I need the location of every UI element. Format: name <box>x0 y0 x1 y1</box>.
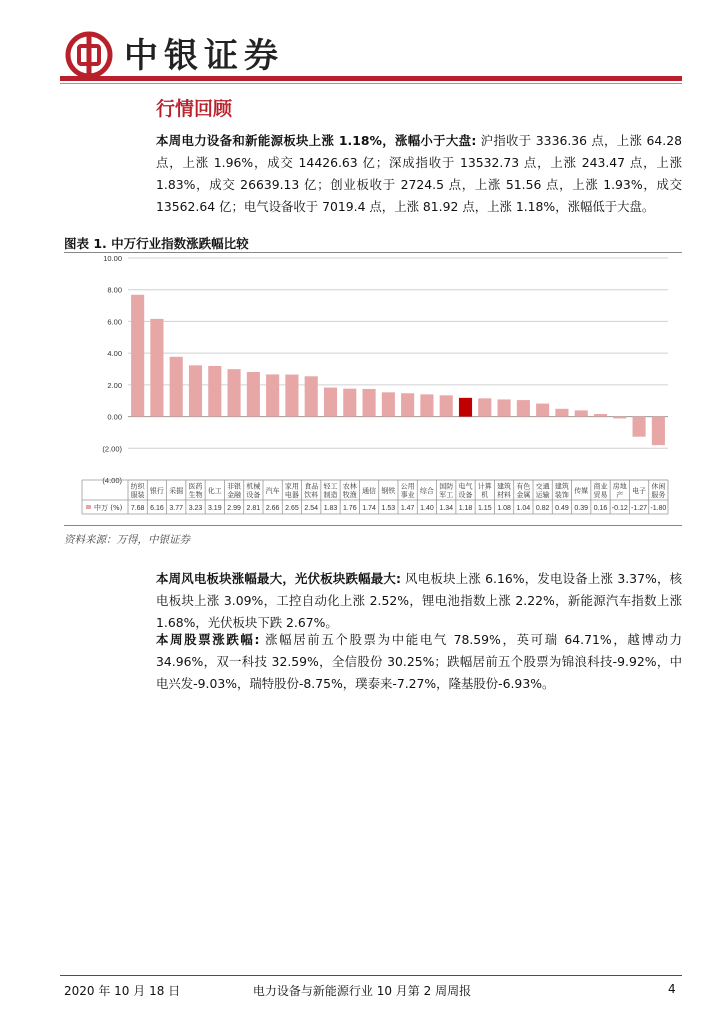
x-category-label: 休闲服务 <box>651 482 666 499</box>
figure-bottom-rule <box>64 525 682 526</box>
bar <box>517 400 530 416</box>
x-category-label: 商业贸易 <box>593 482 608 499</box>
data-value-label: 1.15 <box>477 505 492 512</box>
x-category-label: 家用电器 <box>284 482 299 499</box>
data-value-label: 0.39 <box>574 505 589 512</box>
x-category-label: 交通运输 <box>535 482 550 499</box>
y-tick-label: (4.00) <box>102 476 122 485</box>
market-review-paragraph <box>156 130 682 218</box>
bar <box>305 376 318 416</box>
header-rule-thin <box>60 83 682 84</box>
bar <box>498 399 511 416</box>
data-value-label: -1.80 <box>650 505 667 512</box>
y-tick-label: 6.00 <box>107 317 122 327</box>
y-tick-label: 10.00 <box>103 254 122 263</box>
data-value-label: 6.16 <box>150 505 164 512</box>
bar <box>594 414 607 417</box>
section-title: 行情回顾 <box>156 98 233 120</box>
legend-label: 中万 (%) <box>94 504 123 512</box>
x-category-label: 综合 <box>419 487 434 495</box>
x-category-label: 公用事业 <box>400 482 415 499</box>
data-value-label: 1.53 <box>381 505 396 512</box>
bar <box>555 409 568 417</box>
figure-source: 资料来源：万得，中银证券 <box>64 534 190 546</box>
data-value-label: 1.18 <box>458 505 473 512</box>
bar <box>189 365 202 416</box>
bar <box>536 404 549 417</box>
bar <box>363 389 376 417</box>
paragraph-body: 风电板块上涨 6.16%，发电设备上涨 3.37%，核电板块上涨 3.09%，工控自动化上涨 2.52%，锂电池指数上涨 2.22%，新能源汽车指数上涨 1.68%，光伏板块下跌 2.67%。 <box>156 571 682 630</box>
x-category-label: 计算机 <box>477 482 492 499</box>
data-value-label: 0.16 <box>593 505 608 512</box>
data-value-label: 0.49 <box>555 505 569 512</box>
header-rule <box>60 76 682 81</box>
data-value-label: 0.82 <box>535 505 550 512</box>
x-category-label: 钢铁 <box>381 487 396 495</box>
footer-report-title: 电力设备与新能源行业 10 月第 2 周周报 <box>252 984 472 998</box>
bar <box>150 319 163 417</box>
figure-title: 图表 1. 中万行业指数涨跌幅比较 <box>64 236 249 251</box>
bar <box>324 388 337 417</box>
data-value-label: 3.23 <box>188 505 203 512</box>
legend-swatch <box>86 505 91 509</box>
footer-rule <box>60 975 682 976</box>
x-category-label: 采掘 <box>169 487 184 495</box>
x-category-label: 通信 <box>362 487 377 495</box>
bar <box>613 417 626 419</box>
bar <box>420 394 433 416</box>
x-category-label: 农林牧渔 <box>342 482 357 499</box>
data-value-label: 1.08 <box>497 505 511 512</box>
data-value-label: 1.83 <box>323 505 338 512</box>
sector-performance-paragraph <box>156 568 682 634</box>
bar <box>459 398 472 417</box>
data-value-label: 2.81 <box>246 505 261 512</box>
bar <box>575 410 588 416</box>
x-category-label: 机械设备 <box>246 482 261 499</box>
x-category-label: 医药生物 <box>188 482 203 499</box>
x-category-label: 建筑装饰 <box>554 482 569 499</box>
bar <box>131 295 144 417</box>
x-category-label: 汽车 <box>265 487 280 495</box>
paragraph-lead: 本周股票涨跌幅: <box>156 632 260 647</box>
y-tick-label: 0.00 <box>107 412 122 422</box>
x-category-label: 房地产 <box>612 482 627 499</box>
x-category-label: 非银金融 <box>227 482 242 499</box>
x-category-label: 化工 <box>207 487 222 495</box>
bar <box>382 392 395 416</box>
y-tick-label: 8.00 <box>107 285 122 295</box>
bar <box>266 374 279 416</box>
bar <box>208 366 221 417</box>
data-value-label: 2.99 <box>227 505 241 512</box>
data-value-label: 3.19 <box>207 505 222 512</box>
page-number: 4 <box>668 982 676 996</box>
bar <box>285 375 298 417</box>
data-value-label: 1.34 <box>439 505 454 512</box>
x-category-label: 食品饮料 <box>304 482 319 499</box>
data-value-label: 1.76 <box>342 505 357 512</box>
bar <box>440 395 453 416</box>
paragraph-lead: 本周风电板块涨幅最大，光伏板块跌幅最大: <box>156 571 401 586</box>
y-tick-label: 2.00 <box>107 380 122 390</box>
data-value-label: 1.04 <box>516 505 531 512</box>
data-value-label: 1.74 <box>362 505 376 512</box>
paragraph-lead: 本周电力设备和新能源板块上涨 1.18%，涨幅小于大盘: <box>156 133 477 148</box>
x-category-label: 银行 <box>149 487 164 495</box>
footer-date: 2020 年 10 月 18 日 <box>64 984 181 998</box>
bar <box>170 357 183 417</box>
bar <box>247 372 260 417</box>
data-value-label: 3.77 <box>169 505 184 512</box>
x-category-label: 纺织服装 <box>130 482 145 499</box>
data-value-label: -1.27 <box>631 505 648 512</box>
x-category-label: 电气设备 <box>458 482 473 499</box>
data-value-label: 1.40 <box>420 505 434 512</box>
bar <box>633 417 646 437</box>
bar <box>343 389 356 417</box>
x-category-label: 建筑材料 <box>497 482 512 499</box>
paragraph-body: 涨幅居前五个股票为中能电气 78.59%，英可瑞 64.71%，越博动力 34.96%，双一科技 32.59%，全信股份 30.25%；跌幅居前五个股票为锦浪科技-9.92%，中电兴发-9.03%，瑞特股份-8.75%，璞泰来-7.27%，隆基股份-6.93%。 <box>156 632 682 691</box>
data-value-label: 1.47 <box>400 505 415 512</box>
brand-name: 中银证券 <box>124 36 284 76</box>
data-value-label: 2.65 <box>285 505 299 512</box>
data-value-label: 7.68 <box>130 505 145 512</box>
industry-index-bar-chart <box>60 250 684 522</box>
bar <box>401 393 414 416</box>
x-category-label: 传媒 <box>574 487 589 495</box>
bank-of-china-logo-icon <box>64 30 114 80</box>
x-category-label: 轻工制造 <box>323 482 338 499</box>
data-value-label: -0.12 <box>611 505 628 512</box>
data-value-label: 2.66 <box>265 505 280 512</box>
paragraph-body: 沪指收于 3336.36 点，上涨 64.28 点，上涨 1.96%，成交 14426.63 亿；深成指收于 13532.73 点，上涨 243.47 点，上涨 1.83%，成交 26639.13 亿；创业板收于 2724.5 点，上涨 51.56 点，上涨 1.93%，成交 13562.64 亿；电气设备收于 7019.4 点，上涨 81.92 点，上涨 1.18%，涨幅低于大盘。 <box>156 133 682 214</box>
stock-performance-paragraph <box>156 629 682 695</box>
bar <box>478 398 491 416</box>
x-category-label: 有色金属 <box>516 482 531 499</box>
x-category-label: 国防军工 <box>439 482 454 499</box>
bar <box>228 369 241 416</box>
y-tick-label: 4.00 <box>107 349 122 359</box>
y-tick-label: (2.00) <box>102 444 122 454</box>
x-category-label: 电子 <box>632 487 647 495</box>
bar <box>652 417 665 446</box>
data-value-label: 2.54 <box>304 505 319 512</box>
